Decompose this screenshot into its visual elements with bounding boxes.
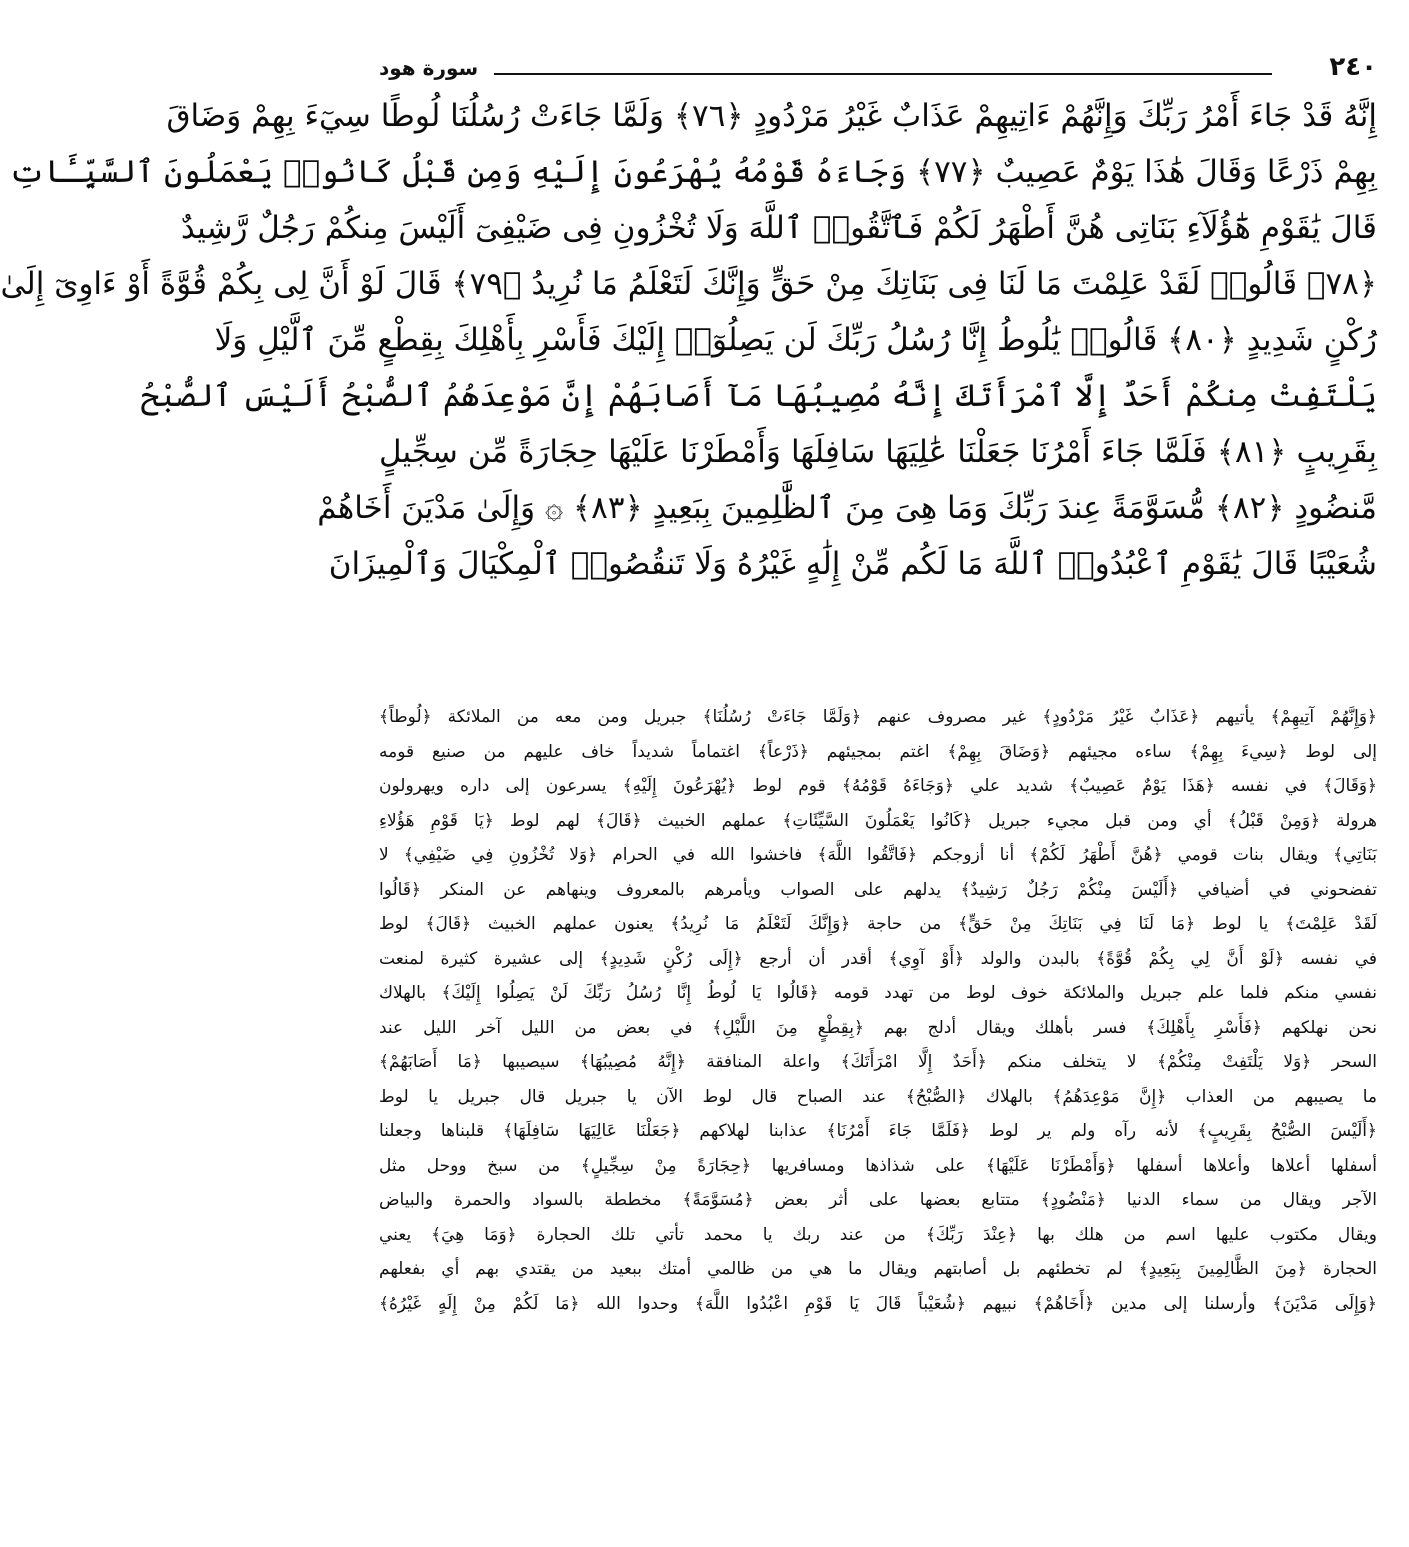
tafsir-line: الحجارة ﴿مِنَ الظَّالِمِينَ بِبَعِيدٍ﴾ لم تخطئهم بل أصابتهم ويقال ما هي من ظالمي أمتك ببعيد من يقتدي بهم أي بفعلهم bbox=[379, 1259, 1377, 1279]
tafsir-line: السحر ﴿وَلا يَلْتَفِتْ مِنْكُمْ﴾ لا يتخلف منكم ﴿أَحَدٌ إِلَّا امْرَأَتَكَ﴾ واعلة المنافقة ﴿إِنَّهُ مُصِيبُهَا﴾ سيصيبها ﴿مَا أَصَابَهُمْ﴾ bbox=[379, 1052, 1377, 1072]
tafsir-line: ويقال مكتوب عليها اسم من هلك بها ﴿عِنْدَ رَبِّكَ﴾ من عند ربك يا محمد تأتي تلك الحجارة ﴿وَمَا هِيَ﴾ يعني bbox=[379, 1224, 1377, 1245]
header-rule bbox=[494, 73, 1272, 75]
tafsir-line: نحن نهلكهم ﴿فَأَسْرِ بِأَهْلِكَ﴾ فسر بأهلك ويقال أدلج بهم ﴿بِقِطْعٍ مِنَ اللَّيْلِ﴾ في بعض من الليل آخر الليل عند bbox=[379, 1017, 1377, 1038]
quran-text-block bbox=[0, 88, 1378, 648]
tafsir-line: ﴿أَلَيْسَ الصُّبْحُ بِقَرِيبٍ﴾ لأنه رآه ولم ير لوط ﴿فَلَمَّا جَاءَ أَمْرُنَا﴾ عذابنا لهلاكهم ﴿جَعَلْنَا عَالِيَهَا سَافِلَهَا﴾ قلبناها وجعلنا bbox=[379, 1121, 1377, 1141]
page-number: ٢٤٠ bbox=[1329, 52, 1377, 82]
page-header bbox=[379, 52, 1377, 92]
quran-line: بِقَرِيبٍ ﴿٨١﴾ فَلَمَّا جَاءَ أَمْرُنَا جَعَلْنَا عَٰلِيَهَا سَافِلَهَا وَأَمْطَرْنَا عَلَيْهَا حِجَارَةً مِّن سِجِّيلٍ bbox=[379, 434, 1378, 470]
quran-line: قَالَ يَٰقَوْمِ هَٰٓؤُلَآءِ بَنَاتِى هُنَّ أَطْهَرُ لَكُمْ فَٱتَّقُوا۟ ٱللَّهَ وَلَا تُخْزُونِ فِى ضَيْفِىٓ أَلَيْسَ مِنكُمْ رَجُلٌ رَّشِيدٌ bbox=[180, 210, 1377, 246]
quran-line: بِهِمْ ذَرْعًا وَقَالَ هَٰذَا يَوْمٌ عَصِيبٌ ﴿٧٧﴾ وَجَاءَهُ قَوْمُهُ يُهْرَعُونَ إِلَيْهِ وَمِن قَبْلُ كَانُوا۟ يَعْمَلُونَ ٱلسَّيِّـَٔاتِ bbox=[9, 154, 1377, 190]
tafsir-line: بَنَاتِي﴾ ويقال بنات قومي ﴿هُنَّ أَطْهَرُ لَكُمْ﴾ أنا أزوجكم ﴿فَاتَّقُوا اللَّهَ﴾ فاخشوا الله في الحرام ﴿وَلا تُخْزُونِ فِي ضَيْفِي﴾ لا bbox=[379, 845, 1377, 865]
tafsir-line: ﴿وَإِلَى مَدْيَنَ﴾ وأرسلنا إلى مدين ﴿أَخَاهُمْ﴾ نبيهم ﴿شُعَيْباً قَالَ يَا قَوْمِ اعْبُدُوا اللَّهَ﴾ وحدوا الله ﴿مَا لَكُمْ مِنْ إِلَهٍ غَيْرُهُ﴾ bbox=[379, 1293, 1377, 1314]
tafsir-commentary-block bbox=[379, 700, 1377, 1500]
tafsir-line: ما يصيبهم من العذاب ﴿إِنَّ مَوْعِدَهُمُ﴾ بالهلاك ﴿الصُّبْحُ﴾ عند الصباح قال لوط الآن يا جبريل قال جبريل يا لوط bbox=[379, 1086, 1377, 1107]
tafsir-line: ﴿وَإِنَّهُمْ آتِيهِمْ﴾ يأتيهم ﴿عَذَابٌ غَيْرُ مَرْدُودٍ﴾ غير مصروف عنهم ﴿وَلَمَّا جَاءَتْ رُسُلُنَا﴾ جبريل ومن معه من الملائكة ﴿لُوطاً﴾ bbox=[379, 707, 1377, 727]
tafsir-line: هرولة ﴿وَمِنْ قَبْلُ﴾ أي ومن قبل مجيء جبريل ﴿كَانُوا يَعْمَلُونَ السَّيِّئَاتِ﴾ عملهم الخبيث ﴿قَالَ﴾ لهم لوط ﴿يَا قَوْمِ هَؤُلاءِ bbox=[379, 810, 1377, 831]
quran-line: شُعَيْبًا قَالَ يَٰقَوْمِ ٱعْبُدُوا۟ ٱللَّهَ مَا لَكُم مِّنْ إِلَٰهٍ غَيْرُهُ وَلَا تَنقُصُوا۟ ٱلْمِكْيَالَ وَٱلْمِيزَانَ bbox=[328, 546, 1377, 582]
quran-line: ﴿٧٨﴾ قَالُوا۟ لَقَدْ عَلِمْتَ مَا لَنَا فِى بَنَاتِكَ مِنْ حَقٍّ وَإِنَّكَ لَتَعْلَمُ مَا نُرِيدُ ﴿٧٩﴾ قَالَ لَوْ أَنَّ لِى بِكُمْ قُوَّةً أَوْ ءَاوِىٓ إِلَىٰ bbox=[0, 266, 1377, 302]
tafsir-line: تفضحوني في أضيافي ﴿أَلَيْسَ مِنْكُمْ رَجُلٌ رَشِيدٌ﴾ يدلهم على الصواب ويأمرهم بالمعروف وينهاهم عن المنكر ﴿قَالُوا bbox=[379, 879, 1377, 900]
tafsir-line: إلى لوط ﴿سِيءَ بِهِمْ﴾ ساءه مجيئهم ﴿وَضَاقَ بِهِمْ﴾ اغتم بمجيئهم ﴿ذَرْعاً﴾ اغتماماً شديداً خاف عليهم من صنيع قومه bbox=[379, 741, 1377, 762]
surah-name: سورة هود bbox=[379, 56, 479, 80]
tafsir-line: نفسي منكم فلما علم جبريل والملائكة خوف لوط من تهدد قومه ﴿قَالُوا يَا لُوطُ إِنَّا رُسُلُ رَبِّكَ لَنْ يَصِلُوا إِلَيْكَ﴾ بالهلاك bbox=[379, 983, 1377, 1003]
tafsir-line: لَقَدْ عَلِمْتَ﴾ يا لوط ﴿مَا لَنَا فِي بَنَاتِكَ مِنْ حَقٍّ﴾ من حاجة ﴿وَإِنَّكَ لَتَعْلَمُ مَا نُرِيدُ﴾ يعنون عملهم الخبيث ﴿قَالَ﴾ لوط bbox=[379, 914, 1377, 934]
quran-line: مَّنضُودٍ ﴿٨٢﴾ مُّسَوَّمَةً عِندَ رَبِّكَ وَمَا هِىَ مِنَ ٱلظَّٰلِمِينَ بِبَعِيدٍ ﴿٨٣﴾ ۞ وَإِلَىٰ مَدْيَنَ أَخَاهُمْ bbox=[317, 490, 1377, 526]
quran-line: رُكْنٍ شَدِيدٍ ﴿٨٠﴾ قَالُوا۟ يَٰلُوطُ إِنَّا رُسُلُ رَبِّكَ لَن يَصِلُوٓا۟ إِلَيْكَ فَأَسْرِ بِأَهْلِكَ بِقِطْعٍ مِّنَ ٱلَّيْلِ وَلَا bbox=[214, 322, 1377, 358]
quran-line: إِنَّهُ قَدْ جَاءَ أَمْرُ رَبِّكَ وَإِنَّهُمْ ءَاتِيهِمْ عَذَابٌ غَيْرُ مَرْدُودٍ ﴿٧٦﴾ وَلَمَّا جَاءَتْ رُسُلُنَا لُوطًا سِيٓءَ بِهِمْ وَضَاقَ bbox=[166, 98, 1377, 134]
tafsir-line: ﴿وَقَالَ﴾ في نفسه ﴿هَذَا يَوْمٌ عَصِيبٌ﴾ شديد علي ﴿وَجَاءَهُ قَوْمُهُ﴾ قوم لوط ﴿يُهْرَعُونَ إِلَيْهِ﴾ يسرعون إلى داره ويهرولون bbox=[379, 776, 1377, 796]
tafsir-line: أسفلها أعلاها وأعلاها أسفلها ﴿وَأَمْطَرْنَا عَلَيْهَا﴾ على شذاذها ومسافريها ﴿حِجَارَةً مِنْ سِجِّيلٍ﴾ من سبخ ووحل مثل bbox=[379, 1155, 1377, 1176]
tafsir-line: الآجر ويقال من سماء الدنيا ﴿مَنْضُودٍ﴾ متتابع بعضها على أثر بعض ﴿مُسَوَّمَةً﴾ مخططة بالسواد والحمرة والبياض bbox=[379, 1190, 1377, 1210]
tafsir-line: في نفسه ﴿لَوْ أَنَّ لِي بِكُمْ قُوَّةً﴾ بالبدن والولد ﴿أَوْ آوِي﴾ أقدر أن أرجع ﴿إِلَى رُكْنٍ شَدِيدٍ﴾ إلى عشيرة كثيرة لمنعت bbox=[379, 948, 1377, 969]
quran-line: يَلْتَفِتْ مِنكُمْ أَحَدٌ إِلَّا ٱمْرَأَتَكَ إِنَّهُ مُصِيبُهَا مَآ أَصَابَهُمْ إِنَّ مَوْعِدَهُمُ ٱلصُّبْحُ أَلَيْسَ ٱلصُّبْحُ bbox=[140, 378, 1377, 414]
